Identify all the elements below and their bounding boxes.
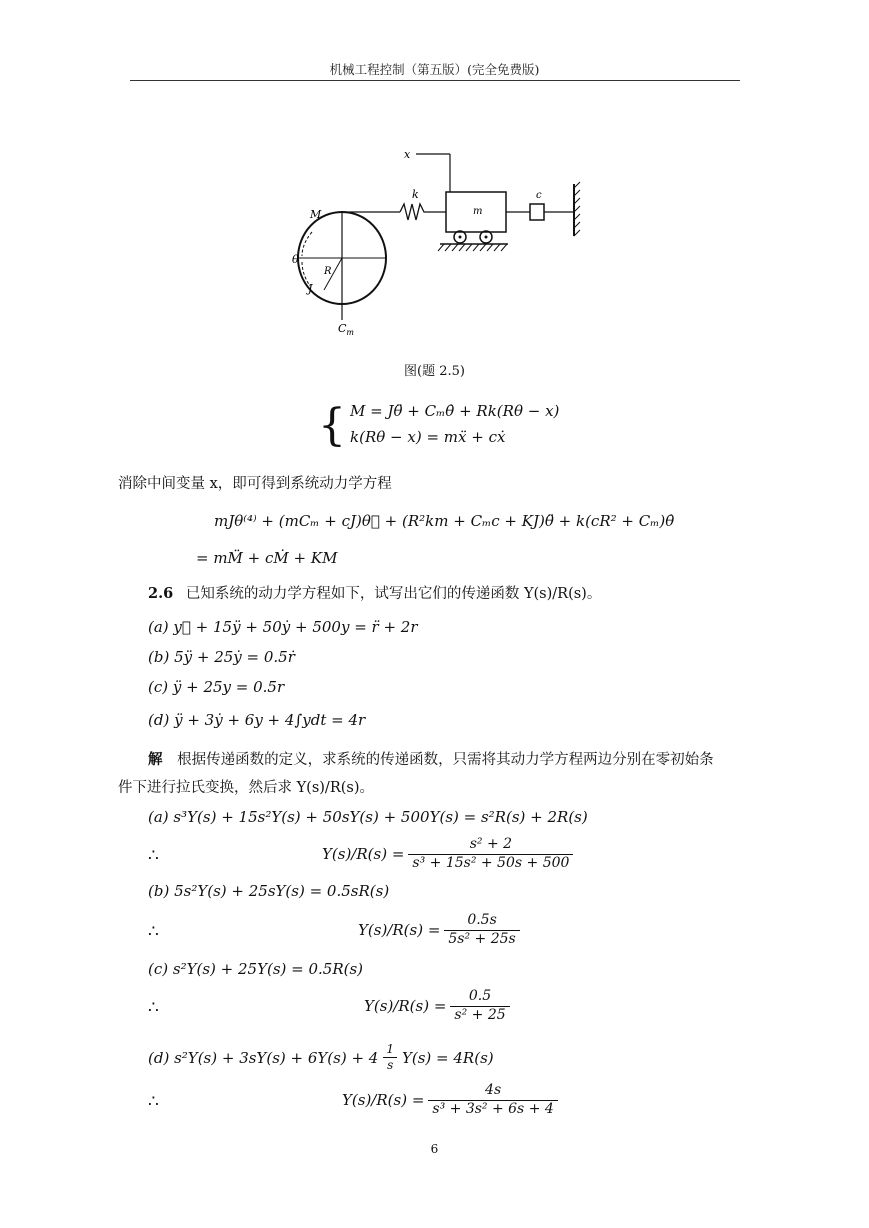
solution-eq-b: (b) 5s²Y(s) + 25sY(s) = 0.5sR(s) [148, 882, 390, 900]
fraction-b: $\frac{0.5s}{\text{5s² + 25s}}$ [444, 912, 519, 948]
result-a: Y(s)/R(s) = $\frac{\text{s² + 2}}{\text{s³ + 15s² + 50s + 500}}$ [322, 836, 573, 872]
equation-system [318, 402, 559, 450]
eq-dyn-line2: = mM̈ + cṀ + KM [196, 549, 338, 567]
problem-number: 2.6 [148, 585, 174, 602]
ground-hatch [438, 244, 507, 251]
label-x: x [404, 148, 411, 161]
therefore-c: ∴ [148, 998, 159, 1018]
result-c: Y(s)/R(s) = $\frac{0.5}{\text{s² + 25}}$ [364, 988, 510, 1024]
solution-label: 解 [148, 751, 163, 768]
label-R: R [324, 266, 332, 277]
label-k: k [412, 188, 419, 201]
therefore-b: ∴ [148, 922, 159, 942]
header-rule [130, 80, 740, 81]
fraction-a: $\frac{\text{s² + 2}}{\text{s³ + 15s² + 50s + 500}}$ [408, 836, 573, 872]
problem-item-d: (d) ÿ + 3ẏ + 6y + 4∫ydt = 4r [148, 711, 366, 729]
mechanical-system-figure [290, 140, 600, 340]
eq-system-line2: k(Rθ − x) = mẍ + cẋ [350, 428, 506, 446]
therefore-a: ∴ [148, 846, 159, 866]
result-b: Y(s)/R(s) = $\frac{0.5s}{\text{5s² + 25s}}$ [358, 912, 520, 948]
label-J: J [308, 282, 313, 295]
page-header: 机械工程控制（第五版）(完全免费版) [329, 62, 540, 77]
solution-eq-c: (c) s²Y(s) + 25Y(s) = 0.5R(s) [148, 960, 364, 978]
problem-heading [148, 582, 601, 603]
problem-item-a: (a) y⃛ + 15ÿ + 50ẏ + 500y = r̈ + 2r [148, 618, 418, 636]
solution-eq-d: (d) s²Y(s) + 3sY(s) + 6Y(s) + 4 $\frac{1}{s}$ Y(s) = 4R(s) [148, 1042, 494, 1072]
problem-text: 已知系统的动力学方程如下，试写出它们的传递函数 Y(s)/R(s)。 [185, 586, 602, 602]
solution-eq-a: (a) s³Y(s) + 15s²Y(s) + 50sY(s) + 500Y(s) = s²R(s) + 2R(s) [148, 808, 588, 826]
solution-text-1: 解 根据传递函数的定义，求系统的传递函数，只需将其动力学方程两边分别在零初始条 [148, 751, 714, 768]
label-m: m [473, 206, 483, 217]
solution-text-2: 件下进行拉氏变换，然后求 Y(s)/R(s)。 [118, 780, 374, 796]
figure-caption: 图(题 2.5) [404, 364, 465, 379]
label-c: c [536, 190, 542, 201]
eq-dyn-line1: mJθ⁽⁴⁾ + (mCₘ + cJ)θ⃛ + (R²km + Cₘc + KJ)θ̈ + k(cR² + Cₘ)θ̇ [214, 512, 675, 530]
fraction-d-inline: $\frac{1}{s}$ [382, 1042, 398, 1073]
problem-item-c: (c) ÿ + 25y = 0.5r [148, 678, 285, 696]
result-d: Y(s)/R(s) = $\frac{4s}{\text{s³ + 3s² + 6s + 4}}$ [342, 1082, 558, 1118]
text-eliminate: 消除中间变量 x，即可得到系统动力学方程 [118, 476, 392, 492]
problem-item-b: (b) 5ÿ + 25ẏ = 0.5ṙ [148, 648, 295, 666]
eq-system-line1: M = Jθ̈ + Cₘθ̇ + Rk(Rθ − x) [350, 402, 560, 420]
therefore-d: ∴ [148, 1092, 159, 1112]
page-number: 6 [430, 1142, 439, 1156]
spring [400, 204, 446, 220]
left-brace: { [318, 400, 346, 451]
fraction-c: $\frac{0.5}{\text{s² + 25}}$ [450, 988, 509, 1024]
label-M: M [310, 208, 322, 221]
label-theta: θ [292, 253, 299, 266]
damper [530, 204, 544, 220]
fraction-d: $\frac{4s}{\text{s³ + 3s² + 6s + 4}}$ [428, 1082, 557, 1118]
label-Cm: $C_m$ [338, 322, 355, 337]
